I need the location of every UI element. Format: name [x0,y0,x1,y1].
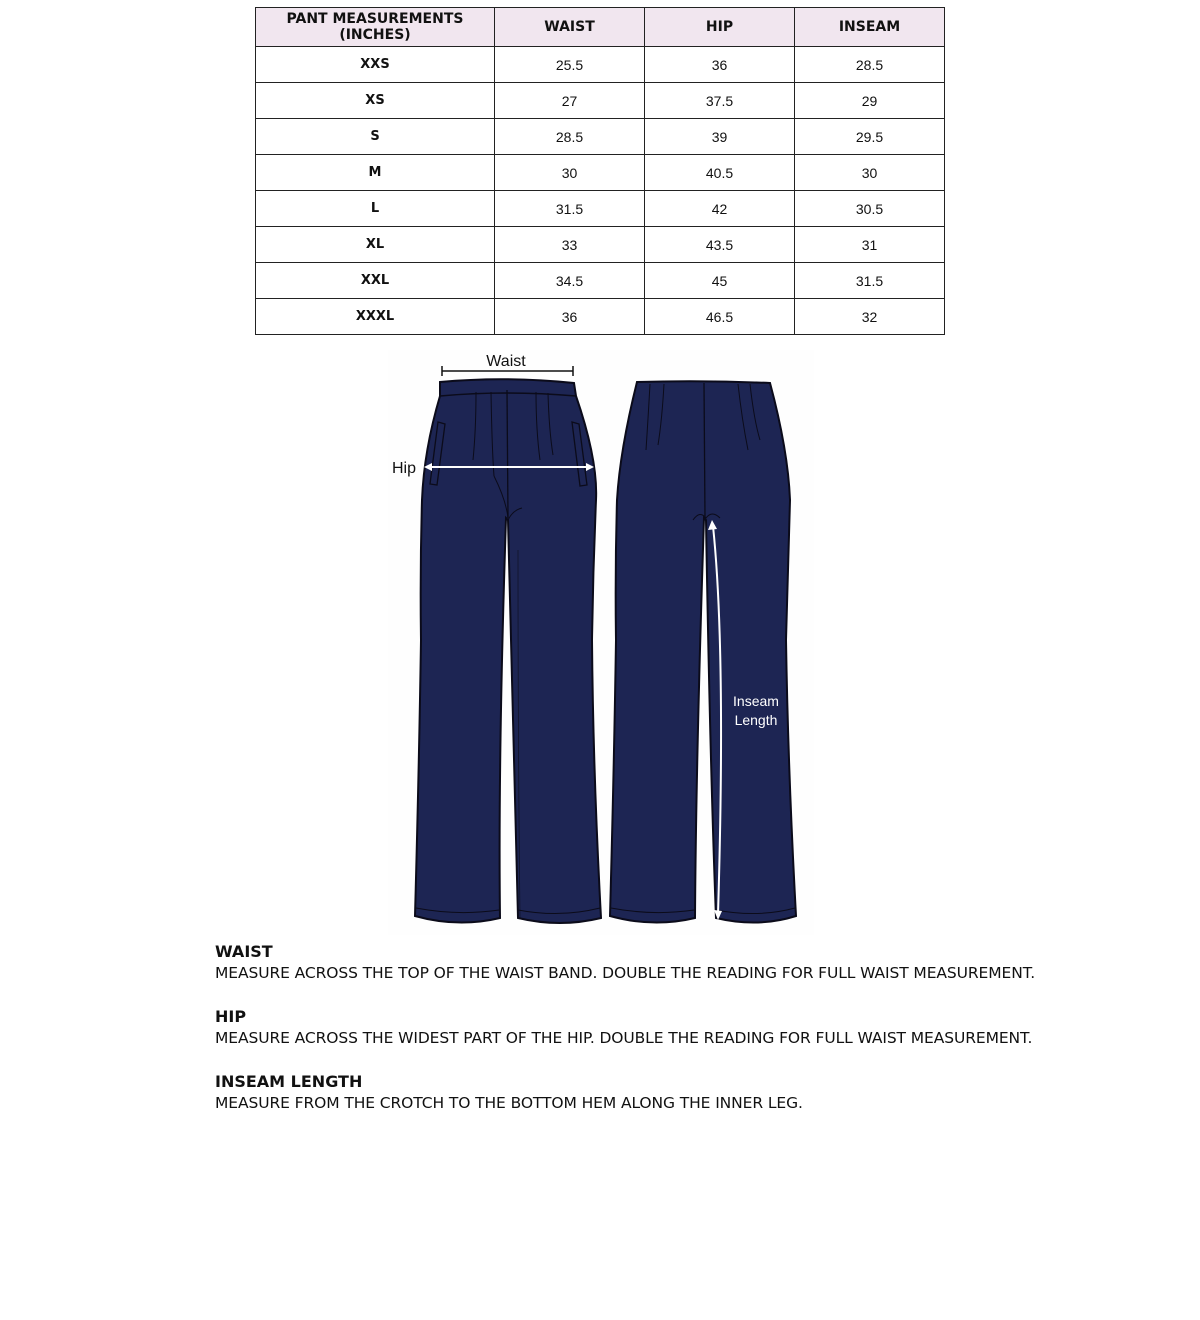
waist-note-title: WAIST [215,942,273,961]
inseam-cell: 29 [795,83,945,119]
waist-note [215,941,1115,984]
waist-cell: 33 [495,227,645,263]
header-waist: WAIST [495,8,645,47]
waist-cell: 27 [495,83,645,119]
hip-cell: 39 [645,119,795,155]
inseam-cell: 30.5 [795,191,945,227]
hip-cell: 37.5 [645,83,795,119]
table-row [256,263,945,299]
hip-note-text: MEASURE ACROSS THE WIDEST PART OF THE HIP. DOUBLE THE READING FOR FULL WAIST MEASUREMENT. [215,1029,1033,1047]
hip-cell: 46.5 [645,299,795,335]
size-cell: L [256,191,495,227]
inseam-cell: 31.5 [795,263,945,299]
hip-label: Hip [392,460,417,477]
header-pant-measurements: PANT MEASUREMENTS (INCHES) [256,8,495,47]
waist-cell: 30 [495,155,645,191]
hip-cell: 42 [645,191,795,227]
size-cell: XS [256,83,495,119]
table-row [256,47,945,83]
hip-note-title: HIP [215,1007,247,1026]
inseam-cell: 31 [795,227,945,263]
table-row [256,299,945,335]
measurement-instructions [215,941,1115,1136]
size-cell: XXL [256,263,495,299]
size-cell: XXXL [256,299,495,335]
waist-cell: 28.5 [495,119,645,155]
size-chart-table [255,7,945,335]
inseam-note-text: MEASURE FROM THE CROTCH TO THE BOTTOM HEM ALONG THE INNER LEG. [215,1094,803,1112]
inseam-label-line2: Length [734,712,778,728]
hip-cell: 36 [645,47,795,83]
hip-cell: 45 [645,263,795,299]
size-cell: XXS [256,47,495,83]
size-cell: M [256,155,495,191]
inseam-cell: 28.5 [795,47,945,83]
size-cell: XL [256,227,495,263]
waist-note-text: MEASURE ACROSS THE TOP OF THE WAIST BAND. DOUBLE THE READING FOR FULL WAIST MEASUREMENT. [215,964,1036,982]
table-row [256,227,945,263]
header-hip: HIP [645,8,795,47]
waist-cell: 25.5 [495,47,645,83]
header-inseam: INSEAM [795,8,945,47]
table-row [256,155,945,191]
waist-cell: 36 [495,299,645,335]
inseam-note-title: INSEAM LENGTH [215,1072,363,1091]
inseam-note [215,1071,1115,1114]
inseam-label-line1: Inseam [733,693,779,709]
pant-measurement-diagram [388,350,814,935]
inseam-cell: 32 [795,299,945,335]
table-row [256,119,945,155]
waist-label: Waist [486,353,526,370]
table-row [256,191,945,227]
hip-note [215,1006,1115,1049]
waist-cell: 31.5 [495,191,645,227]
inseam-cell: 29.5 [795,119,945,155]
table-row [256,83,945,119]
size-cell: S [256,119,495,155]
hip-cell: 43.5 [645,227,795,263]
table-header-row [256,8,945,47]
hip-cell: 40.5 [645,155,795,191]
waist-cell: 34.5 [495,263,645,299]
inseam-cell: 30 [795,155,945,191]
